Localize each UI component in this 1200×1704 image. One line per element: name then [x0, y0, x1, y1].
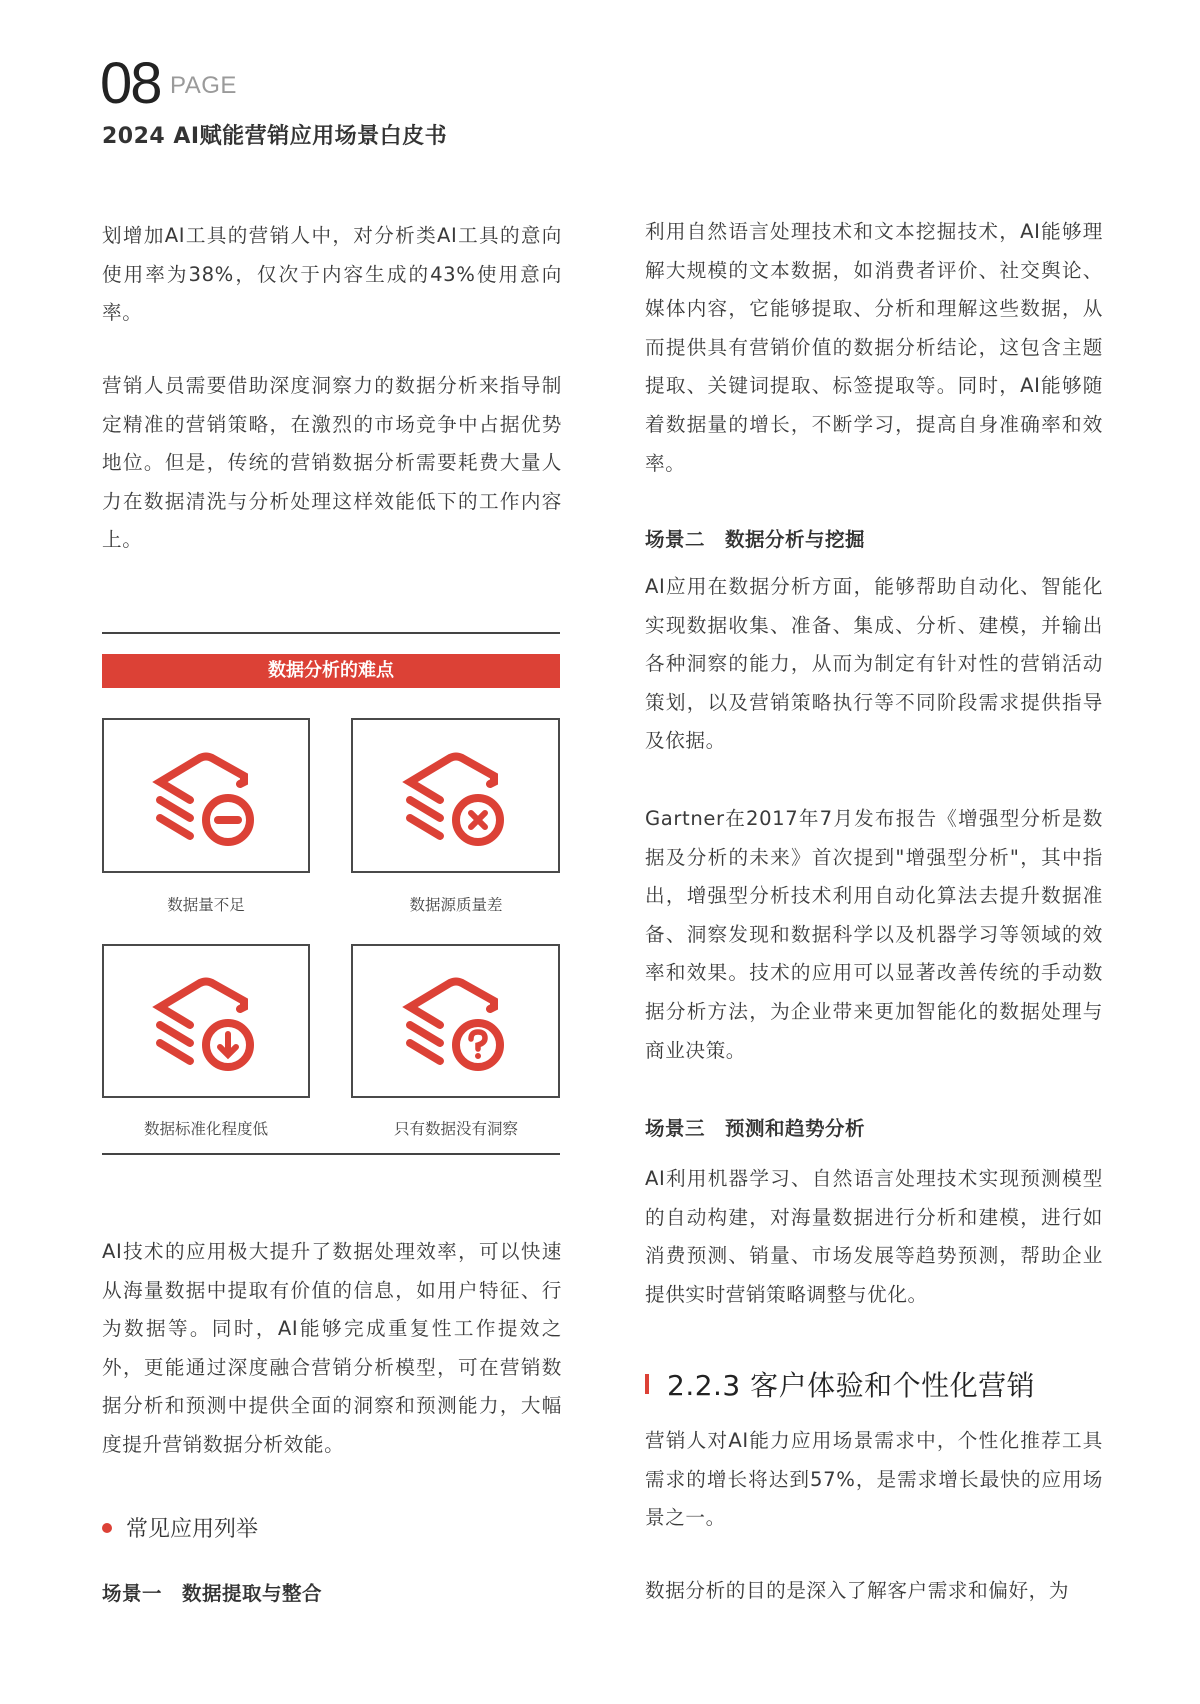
bullet-heading — [102, 1512, 258, 1543]
right-paragraph-3 — [645, 800, 1103, 1070]
right-paragraph-1 — [645, 213, 1103, 483]
database-x-icon — [396, 740, 516, 852]
card-label-4: 只有数据没有洞察 — [393, 1120, 518, 1138]
paragraph: 营销人对AI能力应用场景需求中，个性化推荐工具需求的增长将达到57%，是需求增长最快的应用场景之一。 — [645, 1429, 1103, 1530]
paragraph: Gartner在2017年7月发布报告《增强型分析是数据及分析的未来》首次提到"增强型分析"，其中指出，增强型分析技术利用自动化算法去提升数据准备、洞察发现和数据科学以及机器学习等领域的效率和效果。技术的应用可以显著改善传统的手动数据分析方法，为企业带来更加智能化的数据处理与商业决策。 — [645, 807, 1103, 1062]
section-marker-icon — [645, 1374, 649, 1394]
database-download-icon — [146, 965, 266, 1077]
scene-3-title: 场景三 预测和趋势分析 — [645, 1117, 866, 1140]
figure-title: 数据分析的难点 — [268, 660, 394, 681]
paragraph: 营销人员需要借助深度洞察力的数据分析来指导制定精准的营销策略，在激烈的市场竞争中占据优势地位。但是，传统的营销数据分析需要耗费大量人力在数据清洗与分析处理这样效能低下的工作内容上。 — [102, 374, 562, 552]
left-paragraph-1 — [102, 217, 562, 333]
card-label-3: 数据标准化程度低 — [143, 1120, 268, 1138]
difficulty-card-1 — [102, 718, 310, 873]
paragraph: AI利用机器学习、自然语言处理技术实现预测模型的自动构建，对海量数据进行分析和建模，进行如消费预测、销量、市场发展等趋势预测，帮助企业提供实时营销策略调整与优化。 — [645, 1167, 1103, 1306]
left-paragraph-3 — [102, 1233, 562, 1465]
database-minus-icon — [146, 740, 266, 852]
section-heading — [645, 1364, 1035, 1404]
card-label-1: 数据量不足 — [167, 896, 245, 914]
figure-title-bar — [102, 654, 560, 688]
right-paragraph-4 — [645, 1160, 1103, 1314]
difficulty-card-4 — [351, 944, 560, 1098]
right-paragraph-2 — [645, 568, 1103, 761]
card-label-2: 数据源质量差 — [409, 896, 503, 914]
right-paragraph-5 — [645, 1422, 1103, 1538]
paragraph: AI技术的应用极大提升了数据处理效率，可以快速从海量数据中提取有价值的信息，如用户特征、行为数据等。同时，AI能够完成重复性工作提效之外，更能通过深度融合营销分析模型，可在营销数据分析和预测中提供全面的洞察和预测能力，大幅度提升营销数据分析效能。 — [102, 1240, 562, 1456]
database-question-icon — [396, 965, 516, 1077]
right-paragraph-6 — [645, 1572, 1103, 1611]
figure-top-divider — [102, 632, 560, 634]
page-label: PAGE — [170, 72, 237, 99]
difficulty-card-2 — [351, 718, 560, 873]
difficulty-card-3 — [102, 944, 310, 1098]
bullet-heading-text: 常见应用列举 — [126, 1517, 259, 1542]
figure-bottom-divider — [102, 1153, 560, 1155]
page-number: 08 — [100, 51, 161, 116]
paragraph: 划增加AI工具的营销人中，对分析类AI工具的意向使用率为38%，仅次于内容生成的43%使用意向率。 — [102, 224, 562, 325]
left-paragraph-2 — [102, 367, 562, 560]
section-heading-text: 2.2.3 客户体验和个性化营销 — [667, 1369, 1036, 1402]
scene-2-title: 场景二 数据分析与挖掘 — [645, 528, 866, 551]
document-title: 2024 AI赋能营销应用场景白皮书 — [102, 124, 448, 149]
bullet-dot-icon — [102, 1523, 112, 1533]
paragraph: 数据分析的目的是深入了解客户需求和偏好，为 — [645, 1579, 1070, 1602]
paragraph: 利用自然语言处理技术和文本挖掘技术，AI能够理解大规模的文本数据，如消费者评价、社交舆论、媒体内容，它能够提取、分析和理解这些数据，从而提供具有营销价值的数据分析结论，这包含主题提取、关键词提取、标签提取等。同时，AI能够随着数据量的增长，不断学习，提高自身准确率和效率。 — [645, 220, 1103, 475]
scene-1-title: 场景一 数据提取与整合 — [102, 1582, 323, 1605]
paragraph: AI应用在数据分析方面，能够帮助自动化、智能化实现数据收集、准备、集成、分析、建模，并输出各种洞察的能力，从而为制定有针对性的营销活动策划，以及营销策略执行等不同阶段需求提供指导及依据。 — [645, 575, 1103, 753]
